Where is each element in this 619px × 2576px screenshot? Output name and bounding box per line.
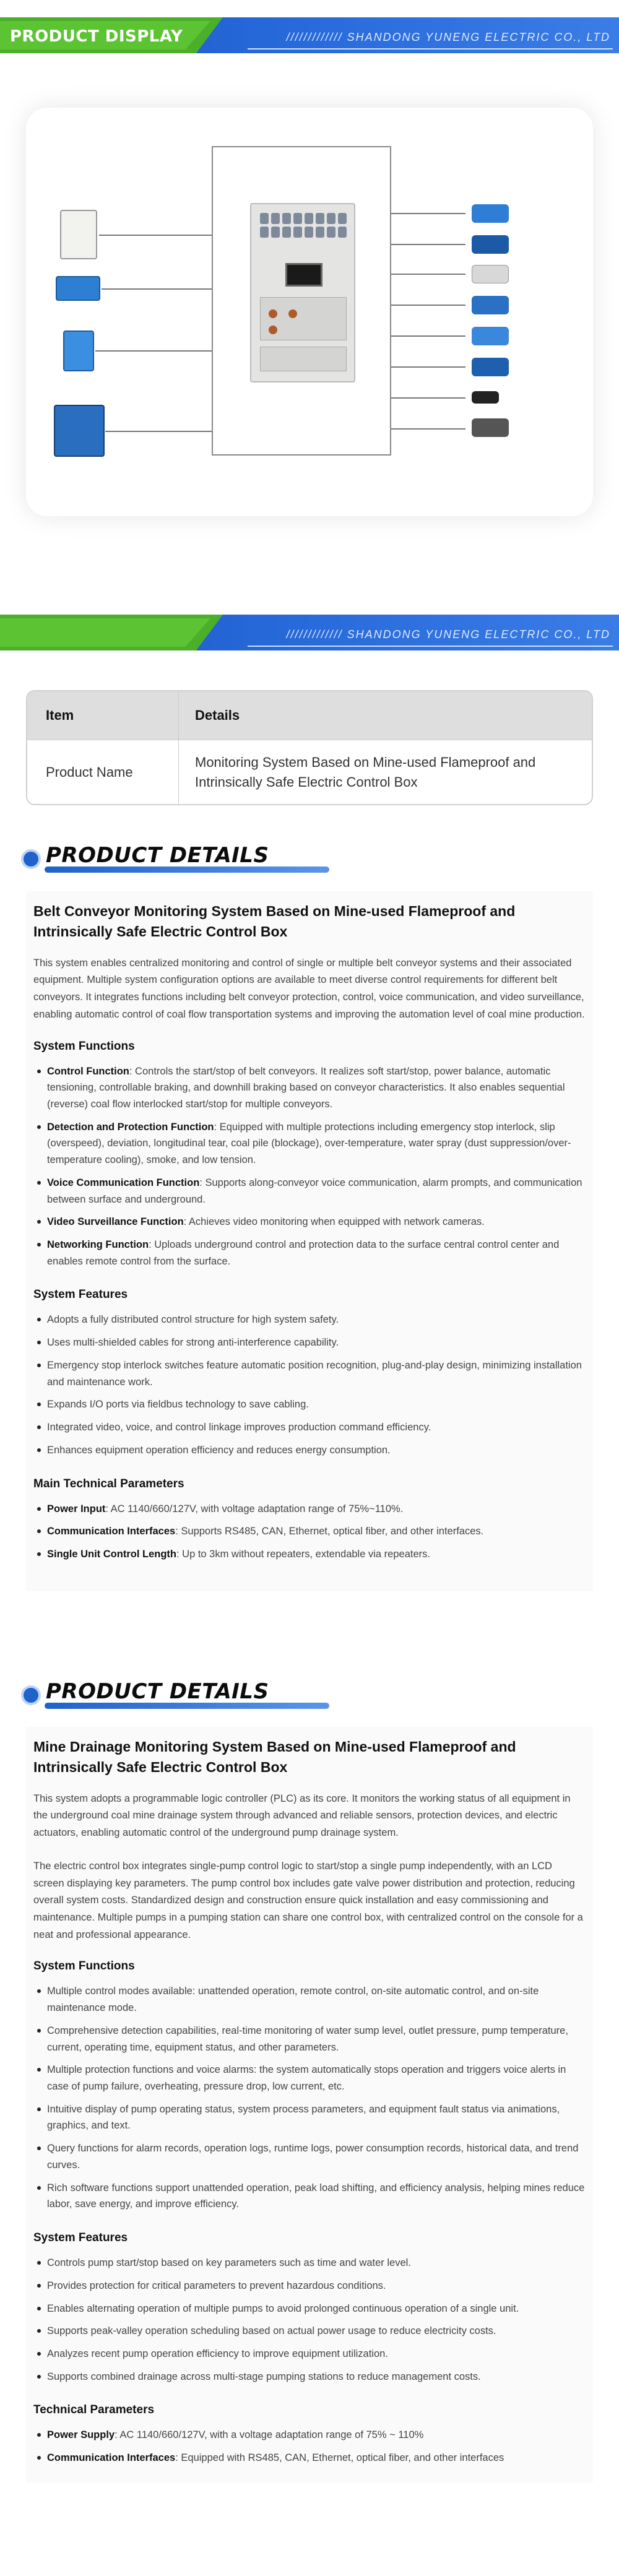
parameters-list	[33, 1501, 586, 1563]
sensor-icon	[472, 204, 509, 223]
list-item: Communication Interfaces: Equipped with RS485, CAN, Ethernet, optical fiber, and other interfaces	[33, 2450, 586, 2466]
list-item: Multiple control modes available: unattended operation, remote control, on-site automatic control, and on-site maintenance mode.	[33, 1983, 586, 2016]
list-item: Analyzes recent pump operation efficiency to improve equipment utilization.	[33, 2346, 586, 2362]
company-banner	[0, 597, 619, 662]
section-heading-label: PRODUCT DETAILS	[46, 843, 269, 868]
temperature-sensor-icon	[472, 358, 509, 376]
product-info-table	[26, 690, 593, 805]
speed-sensor-icon	[472, 296, 509, 314]
product-diagram-card	[26, 108, 593, 516]
connector-line	[95, 350, 212, 352]
lcd-screen-icon	[285, 263, 322, 287]
features-list	[33, 2255, 586, 2385]
connector-line	[99, 235, 212, 236]
sensor-icon	[472, 235, 509, 254]
connector-line	[391, 397, 465, 399]
list-item: Query functions for alarm records, operation logs, runtime logs, power consumption records, historical data, and trend curves.	[33, 2140, 586, 2173]
connector-line	[391, 244, 465, 245]
table-header-details: Details	[195, 707, 240, 724]
mine-drainage-details	[26, 1727, 593, 2483]
list-item: Controls pump start/stop based on key parameters such as time and water level.	[33, 2255, 586, 2271]
section-heading-label: PRODUCT DETAILS	[46, 1679, 269, 1704]
product-display-banner	[0, 0, 619, 64]
banner-slogan: ///////////// SHANDONG YUNENG ELECTRIC CO., LTD	[286, 31, 610, 43]
camera-icon	[472, 327, 509, 345]
list-item: Detection and Protection Function: Equipped with multiple protections including emergency stop interlock, slip (overspeed), deviation, longitudinal tear, coal pile (blockage), over-temperature, water spray (dust suppression/over-temperature cooling), smoke, and low tension.	[33, 1119, 586, 1169]
table-row	[27, 740, 592, 804]
cabinet-lower-panel	[260, 347, 347, 371]
banner-underline	[248, 646, 613, 647]
connector-line	[391, 305, 465, 306]
list-item: Communication Interfaces: Supports RS485, CAN, Ethernet, optical fiber, and other interfaces.	[33, 1523, 586, 1540]
list-item: Intuitive display of pump operating status, system process parameters, and equipment fault status via animations, graphics, and text.	[33, 2101, 586, 2134]
product-display-area	[0, 64, 619, 584]
list-item: Multiple protection functions and voice alarms: the system automatically stops operation and triggers voice alerts in case of pump failure, overheating, pressure drop, low current, etc.	[33, 2062, 586, 2094]
belt-conveyor-details	[26, 891, 593, 1591]
list-item: Enhances equipment operation efficiency and reduces energy consumption.	[33, 1442, 586, 1459]
connector-line	[391, 274, 465, 275]
list-item: Supports combined drainage across multi-stage pumping stations to reduce management costs.	[33, 2369, 586, 2385]
bullet-dot-icon	[24, 1688, 38, 1703]
list-item: Adopts a fully distributed control structure for high system safety.	[33, 1312, 586, 1328]
list-item: Control Function: Controls the start/stop of belt conveyors. It realizes soft start/stop, power balance, automatic tensioning, controllable braking, and downhill braking based on conveyor characteristics. It also enables sequential (reverse) coal flow interlocked start/stop for multiple conveyors.	[33, 1063, 586, 1113]
detail-title: Mine Drainage Monitoring System Based on Mine-used Flameproof and Intrinsically Safe Electric Control Box	[33, 1739, 516, 1776]
speaker-icon	[472, 418, 509, 437]
detail-intro: This system enables centralized monitoring and control of single or multiple belt conveyor systems and their associated equipment. Multiple system configuration options are available to meet diverse control requirements for different belt conveyors. It integrates functions including belt conveyor protection, control, voice communication, and video surveillance, enabling automatic control of coal flow transportation systems and improving the automation level of coal mine production.	[33, 957, 585, 1020]
connector-line	[391, 335, 465, 337]
indicator-lamps	[260, 213, 347, 238]
functions-list	[33, 1983, 586, 2213]
list-item: Integrated video, voice, and control linkage improves production command efficiency.	[33, 1419, 586, 1436]
features-list	[33, 1312, 586, 1458]
connector-line	[102, 288, 212, 290]
list-item: Supports peak-valley operation scheduling based on actual power usage to reduce electricity costs.	[33, 2323, 586, 2340]
table-header-item: Item	[27, 691, 179, 740]
banner-green-inner-band	[0, 618, 210, 647]
parameters-heading: Main Technical Parameters	[33, 1477, 184, 1490]
detail-intro: This system adopts a programmable logic controller (PLC) as its core. It monitors the working status of all equipment in the underground coal mine drainage system through advanced and reliable sensors, protection devices, and electric actuators, enabling automatic control of the underground pump drainage system.	[33, 1792, 571, 1839]
list-item: Voice Communication Function: Supports along-conveyor voice communication, alarm prompts, and communication between surface and underground.	[33, 1175, 586, 1208]
bullet-dot-icon	[24, 852, 38, 867]
list-item: Enables alternating operation of multiple pumps to avoid prolonged continuous operation of a single unit.	[33, 2301, 586, 2317]
connector-line	[105, 431, 212, 432]
detail-intro-second: The electric control box integrates single-pump control logic to start/stop a single pump independently, with an LCD screen displaying key parameters. The pump control box includes gate valve power distribution and protection, reducing overall system costs. Standardized design and construction ensure quick installation and easy commissioning and maintenance. Multiple pumps in a pumping station can share one control box, with centralized control on the console for a neat and professional appearance.	[33, 1860, 583, 1940]
explosion-proof-box-device	[60, 210, 97, 259]
central-control-box-frame	[212, 146, 391, 456]
tear-sensor-icon	[472, 391, 499, 404]
parameters-heading: Technical Parameters	[33, 2403, 155, 2417]
list-item: Power Supply: AC 1140/660/127V, with a voltage adaptation range of 75% ~ 110%	[33, 2427, 586, 2444]
list-item: Comprehensive detection capabilities, real-time monitoring of water sump level, outlet pressure, pump temperature, current, operating time, equipment status, and other parameters.	[33, 2023, 586, 2055]
banner-title: PRODUCT DISPLAY	[10, 27, 183, 46]
table-cell-item: Product Name	[27, 740, 179, 804]
list-item: Power Input: AC 1140/660/127V, with voltage adaptation range of 75%~110%.	[33, 1501, 586, 1518]
parameters-list	[33, 2427, 586, 2466]
features-heading: System Features	[33, 2231, 128, 2245]
functions-list	[33, 1063, 586, 1270]
electric-control-box-image	[250, 203, 355, 383]
list-item: Single Unit Control Length: Up to 3km without repeaters, extendable via repeaters.	[33, 1546, 586, 1563]
sensor-module-device	[56, 276, 100, 301]
functions-heading: System Functions	[33, 1960, 135, 1973]
banner-slogan: ///////////// SHANDONG YUNENG ELECTRIC CO., LTD	[286, 628, 610, 641]
knob-icon	[288, 309, 297, 318]
connector-line	[391, 428, 465, 430]
list-item: Video Surveillance Function: Achieves video monitoring when equipped with network cameras.	[33, 1214, 586, 1230]
list-item: Emergency stop interlock switches feature automatic position recognition, plug-and-play design, minimizing installation and maintenance work.	[33, 1357, 586, 1390]
list-item: Expands I/O ports via fieldbus technology to save cabling.	[33, 1396, 586, 1413]
features-heading: System Features	[33, 1288, 128, 1302]
list-item: Provides protection for critical parameters to prevent hazardous conditions.	[33, 2278, 586, 2294]
detail-title: Belt Conveyor Monitoring System Based on Mine-used Flameproof and Intrinsically Safe Electric Control Box	[33, 903, 516, 940]
list-item: Networking Function: Uploads underground control and protection data to the surface central control center and enables remote control from the surface.	[33, 1237, 586, 1269]
list-item: Rich software functions support unattended operation, peak load shifting, and efficiency analysis, helping mines reduce labor, save energy, and improve efficiency.	[33, 2180, 586, 2213]
functions-heading: System Functions	[33, 1039, 135, 1053]
control-console-device	[54, 405, 105, 457]
banner-underline	[248, 48, 613, 50]
knob-icon	[269, 326, 277, 334]
knob-icon	[269, 309, 277, 318]
table-cell-details: Monitoring System Based on Mine-used Flameproof and Intrinsically Safe Electric Control Box	[179, 740, 592, 804]
list-item: Uses multi-shielded cables for strong anti-interference capability.	[33, 1334, 586, 1351]
connector-line	[391, 213, 465, 214]
connector-line	[391, 366, 465, 368]
table-header-row	[27, 691, 592, 740]
switch-icon	[472, 265, 509, 283]
junction-box-device	[63, 331, 94, 371]
